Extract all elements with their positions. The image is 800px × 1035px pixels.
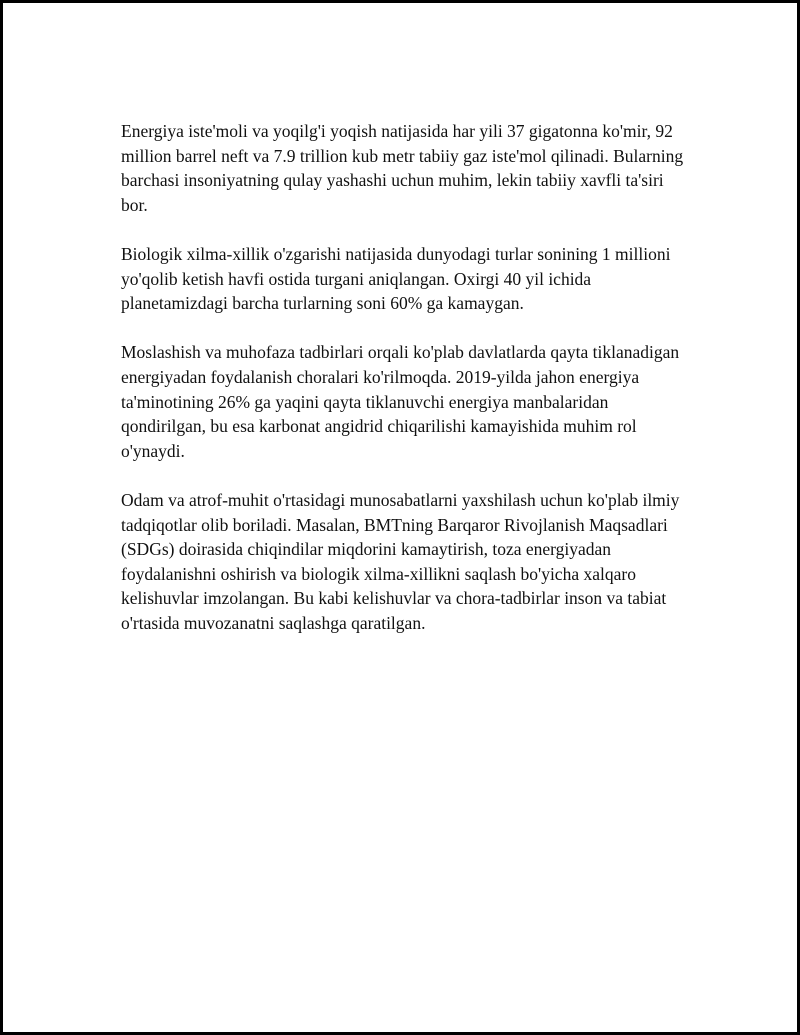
paragraph-renewable-energy: Moslashish va muhofaza tadbirlari orqali ko'plab davlatlarda qayta tiklanadigan energiyadan foydalanish choralari ko'rilmoqda. 2019-yilda jahon energiya ta'minotining 26% ga yaqini qayta tiklanuvchi energiya manbalaridan qondirilgan, bu esa karbonat angidrid chiqarilishi kamayishida muhim rol o'ynaydi. xyxy=(121,342,680,461)
paragraph-research-agreements: Odam va atrof-muhit o'rtasidagi munosabatlarni yaxshilash uchun ko'plab ilmiy tadqiqotlar olib boriladi. Masalan, BMTning Barqaror Rivojlanish Maqsadlari (SDGs) doirasida chiqindilar miqdorini kamaytirish, toza energiyadan foydalanishni oshirish va biologik xilma-xillikni saqlash bo'yicha xalqaro kelishuvlar imzolangan. Bu kabi kelishuvlar va chora-tadbirlar inson va tabiat o'rtasida muvozanatni saqlashga qaratilgan. xyxy=(121,489,680,633)
paragraph-biodiversity: Biologik xilma-xillik o'zgarishi natijasida dunyodagi turlar sonining 1 millioni yo'qolib ketish havfi ostida turgani aniqlangan. Oxirgi 40 yil ichida planetamizdagi barcha turlarning soni 60% ga kamaygan. xyxy=(121,243,671,314)
paragraph-energy-consumption: Energiya iste'moli va yoqilg'i yoqish natijasida har yili 37 gigatonna ko'mir, 92 million barrel neft va 7.9 trillion kub metr tabiiy gaz iste'mol qilinadi. Bularning barchasi insoniyatning qulay yashashi uchun muhim, lekin tabiiy xavfli ta'siri bor. xyxy=(121,121,684,215)
document-body xyxy=(121,119,691,635)
